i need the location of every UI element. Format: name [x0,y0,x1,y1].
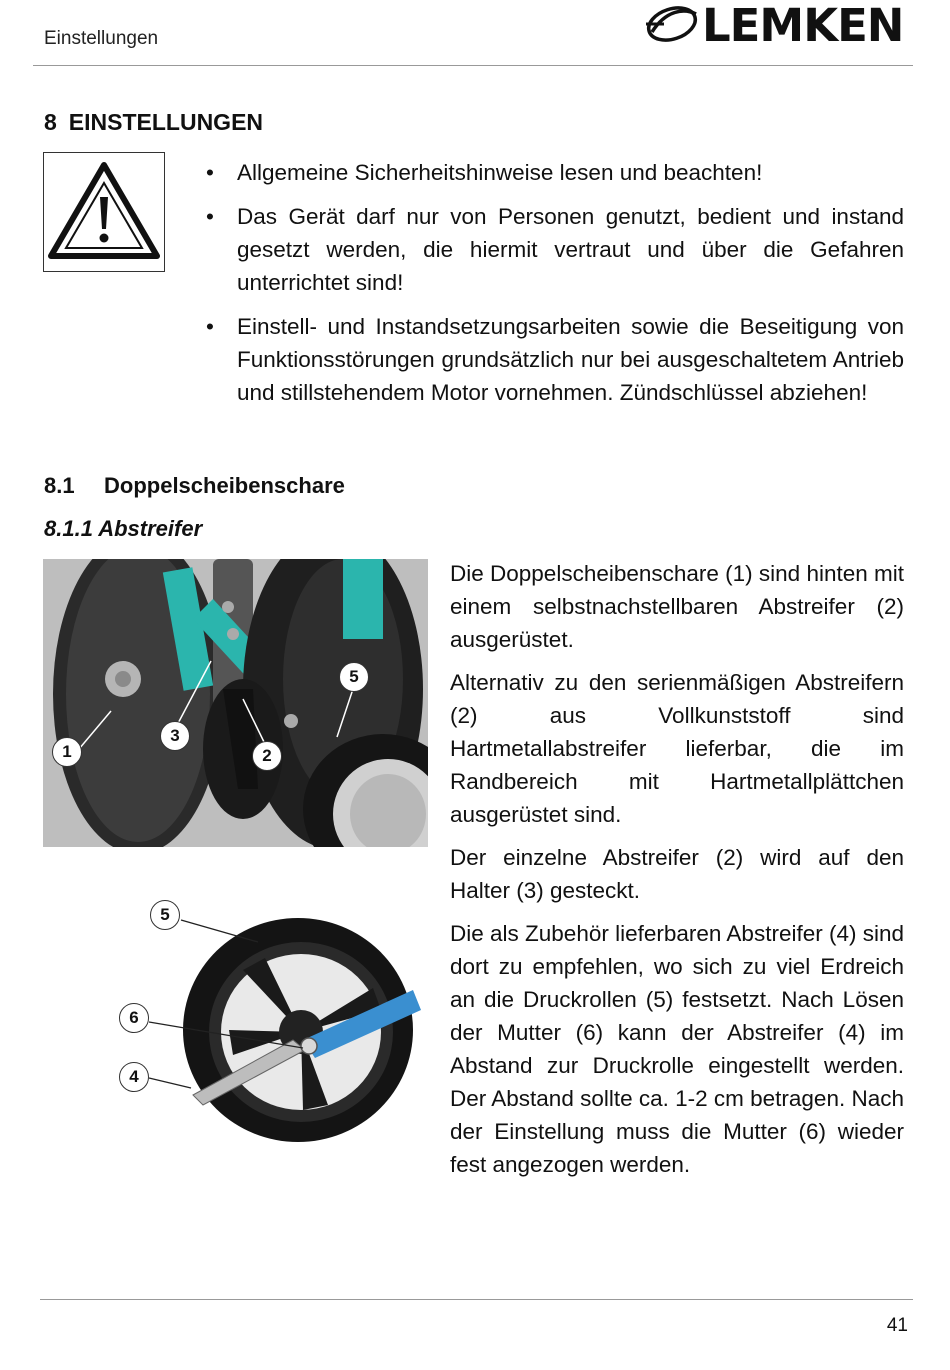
section-heading [44,473,345,499]
photo-double-disc-coulters [43,559,428,847]
photo-press-roller-scraper [43,880,428,1180]
subsection-heading: 8.1.1 Abstreifer [44,516,203,541]
callout-disc-coulter: 1 [52,737,82,767]
warning-triangle-icon [44,153,164,271]
footer-divider [40,1299,913,1300]
chapter-heading [44,109,263,136]
paragraph: Die als Zubehör lieferbaren Abstreifer (4) sind dort zu empfehlen, wo sich zu viel Erdreich an die Druckrollen (5) festsetzt. Nach Lösen der Mutter (6) kann der Abstreifer (4) im Abstand zur Druckrolle eingestellt werden. Der Abstand sollte ca. 1-2 cm betragen. Nach der Einstellung muss die Mutter (6) wieder fest angezogen werden. [450,921,904,1177]
header-divider [33,65,913,66]
callout-accessory-scraper: 4 [119,1062,149,1092]
brand-name: LEMKEN [702,0,904,52]
paragraph: Alternativ zu den serienmäßigen Abstreifern (2) aus Vollkunststoff sind Hartmetallabstreifer lieferbar, die im Randbereich mit Hartmetallplättchen ausgerüstet sind. [450,670,904,827]
list-item: • Allgemeine Sicherheitshinweise lesen und beachten! [206,156,904,189]
callout-nut: 6 [119,1003,149,1033]
list-item: • Das Gerät darf nur von Personen genutzt, bedient und instand gesetzt werden, die hiermit vertraut und über die Gefahren unterrichtet sind! [206,200,904,299]
page-number: 41 [886,1315,908,1336]
header-section-title: Einstellungen [44,28,159,49]
callout-press-roller: 5 [339,662,369,692]
chapter-number: 8 [44,109,57,135]
callout-holder: 3 [160,721,190,751]
callout-scraper: 2 [252,741,282,771]
lemken-logo [644,2,908,52]
warning-sign-frame [43,152,165,272]
section-title: Doppelscheibenschare [104,473,345,498]
paragraph: Die Doppelscheibenschare (1) sind hinten mit einem selbstnachstellbaren Abstreifer (2) ausgerüstet. [450,561,904,652]
lemken-logo-emblem [644,2,704,52]
paragraph: Der einzelne Abstreifer (2) wird auf den Halter (3) gesteckt. [450,845,904,903]
chapter-title: EINSTELLUNGEN [68,109,264,135]
list-item: • Einstell- und Instandsetzungsarbeiten sowie die Beseitigung von Funktionsstörungen grundsätzlich nur bei ausgeschaltetem Antrieb und stillstehendem Motor vornehmen. Zündschlüssel abziehen! [206,310,904,409]
section-body-text [450,557,904,1191]
safety-instructions-list [206,156,904,420]
callout-press-roller: 5 [150,900,180,930]
section-number: 8.1 [44,473,75,498]
